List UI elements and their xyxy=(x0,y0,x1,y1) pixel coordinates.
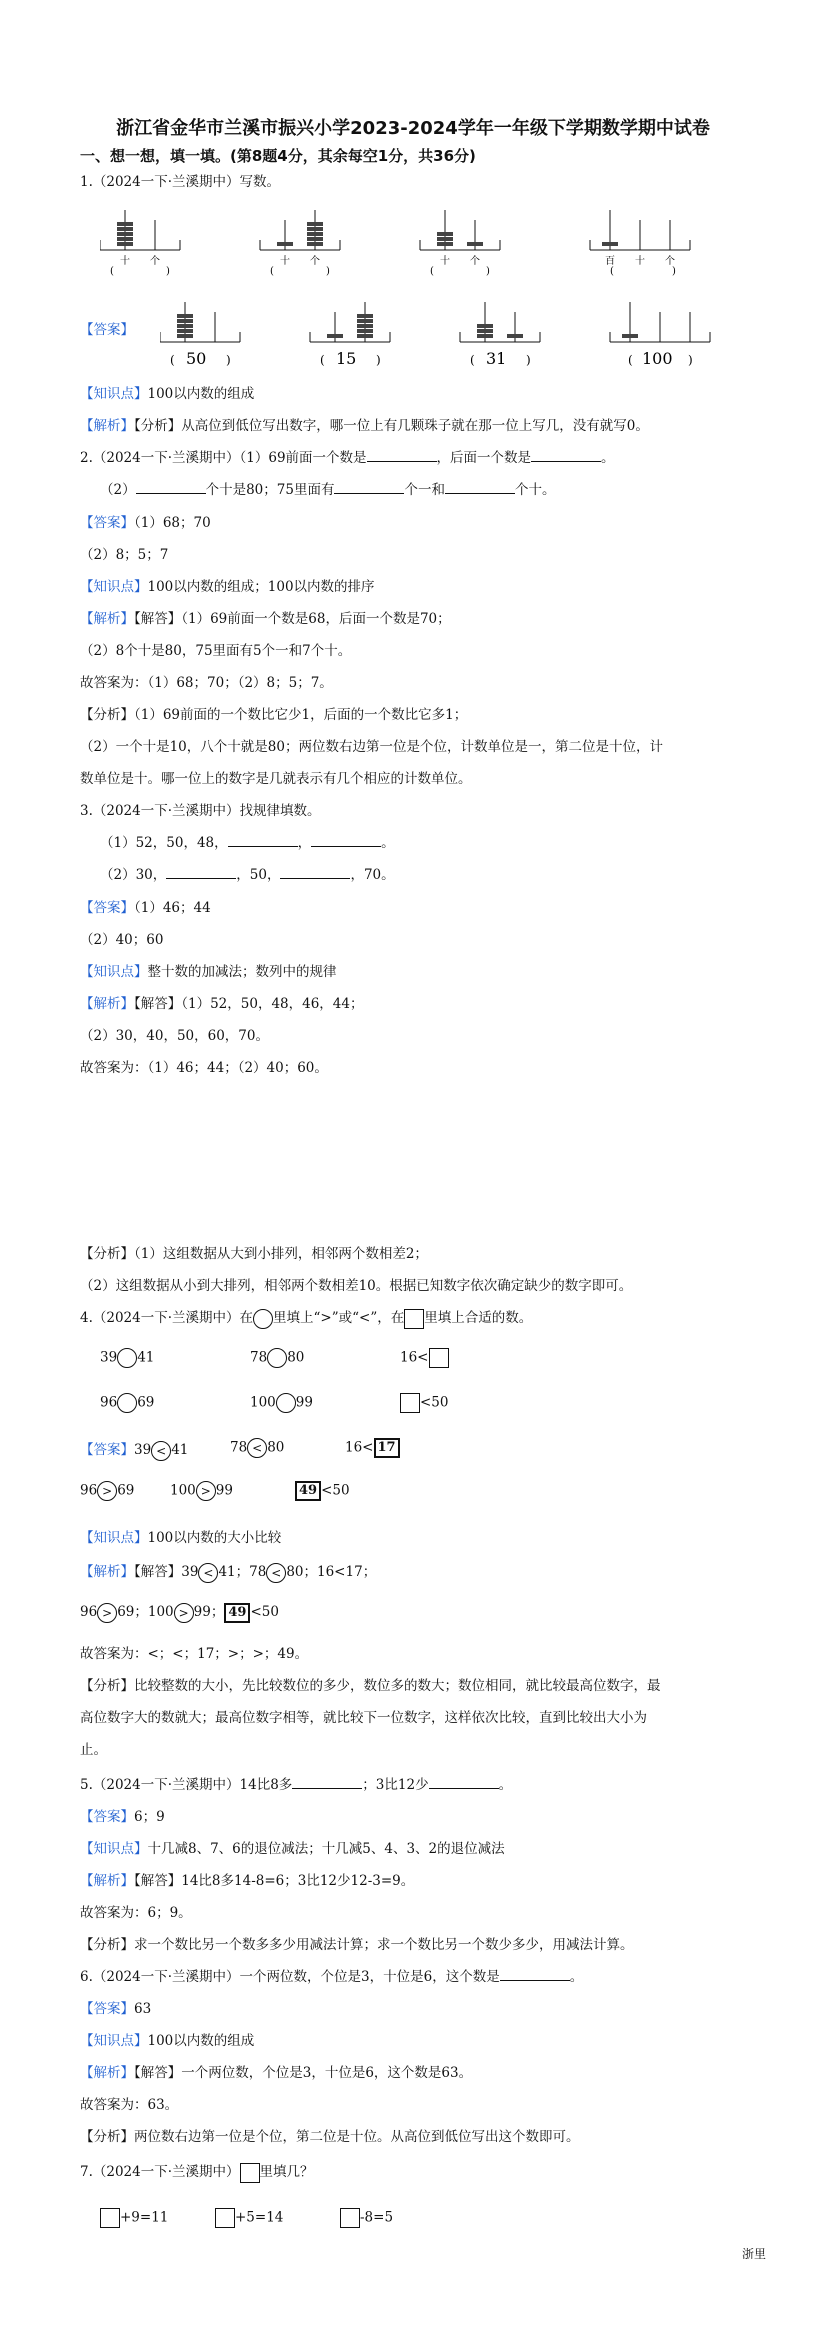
q5-final: 故答案为：6；9。 xyxy=(80,1905,192,1921)
q4-solution-1: 【解析】【解答】39 < 41；78 < 80；16<17； xyxy=(80,1560,376,1583)
q5-knowledge: 十几减8、7、6的退位减法；十几减5、4、3、2的退位减法 xyxy=(147,1841,505,1857)
q4-knowledge: 100以内数的大小比较 xyxy=(147,1530,282,1546)
q5-answer: 6；9 xyxy=(134,1809,165,1825)
q3-answer-2: （2）40；60 xyxy=(80,932,164,948)
q3-part-2: （2）30， ，50， ，70。 xyxy=(100,867,395,883)
q3-solution-1: （1）52，50，48，46，44； xyxy=(181,996,364,1012)
q3-answer-1: （1）46；44 xyxy=(134,900,211,916)
q2-answer-2: （2）8；5；7 xyxy=(80,547,169,563)
svg-text:(: ( xyxy=(470,353,475,367)
q2-answer-1: （1）68；70 xyxy=(134,515,211,531)
q4-answer-row-1: 【答案】39 < 41 xyxy=(80,1438,188,1461)
q7-eq-2: +5=14 xyxy=(215,2208,283,2228)
q2-fenxi-3: 数单位是十。哪一位上的数字是几就表示有几个相应的计数单位。 xyxy=(80,771,472,787)
q4-row-1: 39 41 xyxy=(100,1348,154,1368)
q5-solution: 14比8多14-8=6；3比12少12-3=9。 xyxy=(181,1873,415,1889)
svg-text:): ) xyxy=(688,353,693,367)
q6-solution: 一个两位数，个位是3，十位是6，这个数是63。 xyxy=(181,2065,473,2081)
svg-text:): ) xyxy=(672,266,676,277)
q1-answer-tag: 【答案】 xyxy=(80,322,134,338)
footer-watermark: 浙里 xyxy=(741,2247,766,2261)
svg-text:十: 十 xyxy=(280,256,290,267)
q2-stem-2: （2） 个十是80；75里面有 个一和 个十。 xyxy=(100,482,556,498)
q1-answer-1: 50 xyxy=(186,349,207,368)
q3-final: 故答案为：（1）46；44；（2）40；60。 xyxy=(80,1060,328,1076)
svg-text:): ) xyxy=(526,353,531,367)
abacus-3 xyxy=(420,210,500,277)
q2-knowledge: 100以内数的组成；100以内数的排序 xyxy=(147,579,375,595)
q4-fenxi-1: 比较整数的大小，先比较数位的多少，数位多的数大；数位相同，就比较最高位数字，最 xyxy=(134,1678,661,1694)
q3-stem: 3.（2024一下·兰溪期中）找规律填数。 xyxy=(80,803,321,819)
svg-text:个: 个 xyxy=(310,256,320,267)
q3-fenxi-2: （2）这组数据从小到大排列，相邻两个数相差10。根据已知数字依次确定缺少的数字即可。 xyxy=(80,1278,633,1294)
q3-fenxi-1: （1）这组数据从大到小排列，相邻两个数相差2； xyxy=(134,1246,428,1262)
q2-final: 故答案为：（1）68；70；（2）8；5；7。 xyxy=(80,675,333,691)
svg-text:(: ( xyxy=(610,266,614,277)
q5-stem: 5.（2024一下·兰溪期中）14比8多 ；3比12少 。 xyxy=(80,1777,513,1793)
q4-answer-row-2: 96 > 69 xyxy=(80,1481,134,1501)
svg-text:(: ( xyxy=(430,266,434,277)
svg-text:(: ( xyxy=(320,353,325,367)
q2-fenxi-1: （1）69前面的一个数比它少1，后面的一个数比它多1； xyxy=(134,707,468,723)
q6-fenxi: 两位数右边第一位是个位，第二位是十位。从高位到低位写出这个数即可。 xyxy=(134,2129,580,2145)
q6-answer: 63 xyxy=(134,2001,152,2017)
q4-fenxi-2: 高位数字大的数就大；最高位数字相等，就比较下一位数字，这样依次比较，直到比较出大小为 xyxy=(80,1710,647,1726)
svg-text:个: 个 xyxy=(665,256,675,267)
q1-answer-4: 100 xyxy=(642,349,673,368)
svg-text:): ) xyxy=(326,266,330,277)
q1-answer-3: 31 xyxy=(486,349,507,368)
q7-eq-3: -8=5 xyxy=(340,2208,393,2228)
page-title: 浙江省金华市兰溪市振兴小学2023-2024学年一年级下学期数学期中试卷 xyxy=(116,118,710,139)
abacus-2 xyxy=(260,210,340,277)
svg-text:): ) xyxy=(376,353,381,367)
q3-part-1: （1）52，50，48， ， 。 xyxy=(100,835,395,851)
svg-text:十: 十 xyxy=(120,256,130,267)
svg-text:十: 十 xyxy=(635,256,645,267)
section-heading: 一、想一想，填一填。(第8题4分，其余每空1分，共36分) xyxy=(80,147,476,165)
q4-final: 故答案为：<；<；17；>；>；49。 xyxy=(80,1646,309,1662)
abacus-1 xyxy=(100,210,180,277)
svg-text:): ) xyxy=(166,266,170,277)
svg-text:十: 十 xyxy=(440,256,450,267)
svg-text:百: 百 xyxy=(605,256,615,267)
svg-text:(: ( xyxy=(110,266,114,277)
q1-knowledge: 100以内数的组成 xyxy=(147,386,255,402)
q4-fenxi-3: 止。 xyxy=(80,1742,107,1758)
q7-stem: 7.（2024一下·兰溪期中） 里填几？ xyxy=(80,2160,314,2183)
q2-fenxi-2: （2）一个十是10，八个十就是80；两位数右边第一位是个位，计数单位是一，第二位是十位，计 xyxy=(80,739,663,755)
q2-stem: 2.（2024一下·兰溪期中）（1）69前面一个数是 ，后面一个数是 。 xyxy=(80,450,615,466)
q4-solution-2: 96 > 69；100 > 99； 49 <50 xyxy=(80,1600,279,1623)
q6-final: 故答案为：63。 xyxy=(80,2097,179,2113)
q1-analysis: 从高位到低位写出数字，哪一位上有几颗珠子就在那一位上写几，没有就写0。 xyxy=(181,418,649,434)
svg-text:): ) xyxy=(486,266,490,277)
q7-eq-1: +9=11 xyxy=(100,2208,168,2228)
q6-knowledge: 100以内数的组成 xyxy=(147,2033,255,2049)
q1-answer-2: 15 xyxy=(336,349,357,368)
svg-text:个: 个 xyxy=(150,256,160,267)
q2-solution-1: （1）69前面一个数是68，后面一个数是70； xyxy=(181,611,451,627)
abacus-4 xyxy=(590,210,690,277)
q6-stem: 6.（2024一下·兰溪期中）一个两位数，个位是3，十位是6，这个数是 。 xyxy=(80,1969,584,1985)
q1-abacus-questions xyxy=(100,200,780,280)
q3-knowledge: 整十数的加减法；数列中的规律 xyxy=(147,964,337,980)
q4-row-2: 96 69 xyxy=(100,1393,154,1413)
q1-abacus-answers xyxy=(160,292,780,372)
q1-stem: 1.（2024一下·兰溪期中）写数。 xyxy=(80,174,281,190)
svg-text:): ) xyxy=(226,353,231,367)
q2-solution-2: （2）8个十是80，75里面有5个一和7个十。 xyxy=(80,643,352,659)
svg-text:(: ( xyxy=(270,266,274,277)
svg-text:个: 个 xyxy=(470,256,480,267)
svg-text:(: ( xyxy=(628,353,633,367)
svg-text:(: ( xyxy=(170,353,175,367)
q3-solution-2: （2）30，40，50，60，70。 xyxy=(80,1028,269,1044)
q4-stem: 4.（2024一下·兰溪期中）在 里填上“>”或“<”，在 里填上合适的数。 xyxy=(80,1306,532,1329)
q5-fenxi: 求一个数比另一个数多多少用减法计算；求一个数比另一个数少多少，用减法计算。 xyxy=(134,1937,634,1953)
